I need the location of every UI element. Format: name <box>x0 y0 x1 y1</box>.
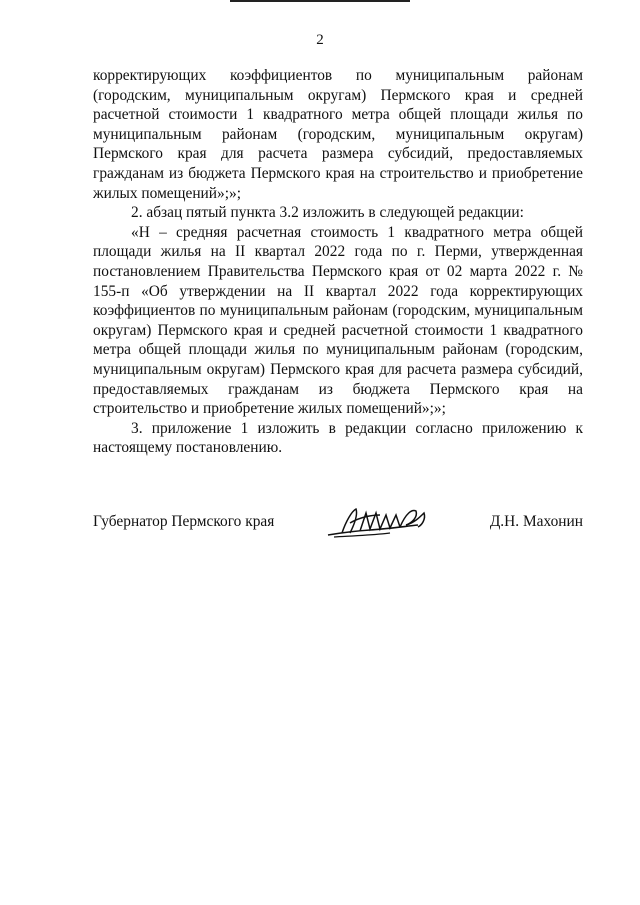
signatory-name: Д.Н. Махонин <box>489 513 583 530</box>
signature-block <box>93 503 583 543</box>
paragraph-item-3: 3. приложение 1 изложить в редакции согласно приложению к настоящему постановлению. <box>93 419 583 457</box>
paragraph-quoted-definition: «Н – средняя расчетная стоимость 1 квадратного метра общей площади жилья на II квартал 2022 года по г. Перми, утвержденная постановлением Правительства Пермского края от 02 марта 2022 г. № 155-п «Об утверждении на II квартал 2022 года корректирующих коэффициентов по муниципальным районам (городским, муниципальным округам) Пермского края и средней расчетной стоимости 1 квадратного метра общей площади жилья по муниципальным районам (городским, муниципальным округам) Пермского края для расчета размера субсидий, предоставляемых гражданам из бюджета Пермского края на строительство и приобретение жилых помещений»;»; <box>93 223 583 418</box>
paragraph-continuation: корректирующих коэффициентов по муниципальным районам (городским, муниципальным округам) Пермского края и средней расчетной стоимости 1 квадратного метра общей площади жилья по муниципальным районам (городским, муниципальным округам) Пермского края для расчета размера субсидий, предоставляемых гражданам из бюджета Пермского края на строительство и приобретение жилых помещений»;»; <box>93 67 583 202</box>
top-border-line <box>230 0 410 2</box>
handwritten-signature <box>320 503 435 543</box>
signatory-title: Губернатор Пермского края <box>93 513 275 530</box>
paragraph-item-2: 2. абзац пятый пункта 3.2 изложить в следующей редакции: <box>131 204 524 222</box>
page-number: 2 <box>316 32 324 48</box>
document-body <box>93 66 583 458</box>
